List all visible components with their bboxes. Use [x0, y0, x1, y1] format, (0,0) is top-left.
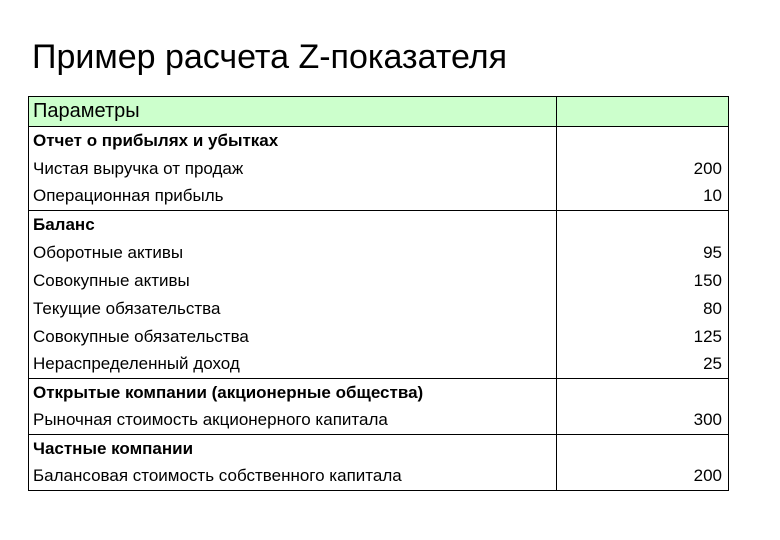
- table-row: [29, 379, 729, 407]
- row-value: 300: [557, 407, 729, 435]
- table-row: [29, 463, 729, 491]
- header-label-cell: Параметры: [29, 97, 557, 127]
- row-value: 150: [557, 267, 729, 295]
- row-value: [557, 435, 729, 463]
- row-label: Оборотные активы: [29, 239, 557, 267]
- section-label: Отчет о прибылях и убытках: [29, 127, 557, 155]
- row-label: Текущие обязательства: [29, 295, 557, 323]
- section-label: Частные компании: [29, 435, 557, 463]
- table-row: [29, 267, 729, 295]
- row-value: [557, 127, 729, 155]
- row-value: 125: [557, 323, 729, 351]
- table-row: [29, 323, 729, 351]
- table-row: [29, 239, 729, 267]
- table-row: [29, 211, 729, 239]
- table-row: [29, 351, 729, 379]
- row-value: 25: [557, 351, 729, 379]
- row-value: 80: [557, 295, 729, 323]
- table-row: [29, 435, 729, 463]
- z-score-table: [28, 96, 729, 491]
- row-label: Рыночная стоимость акционерного капитала: [29, 407, 557, 435]
- row-label: Совокупные активы: [29, 267, 557, 295]
- row-label: Операционная прибыль: [29, 183, 557, 211]
- header-value-cell: [557, 97, 729, 127]
- section-label: Открытые компании (акционерные общества): [29, 379, 557, 407]
- table-row: [29, 127, 729, 155]
- table-header-row: [29, 97, 729, 127]
- row-value: 10: [557, 183, 729, 211]
- row-value: [557, 379, 729, 407]
- row-label: Балансовая стоимость собственного капитала: [29, 463, 557, 491]
- table-row: [29, 183, 729, 211]
- row-value: 200: [557, 155, 729, 183]
- row-label: Нераспределенный доход: [29, 351, 557, 379]
- row-label: Совокупные обязательства: [29, 323, 557, 351]
- row-value: 95: [557, 239, 729, 267]
- section-label: Баланс: [29, 211, 557, 239]
- row-label: Чистая выручка от продаж: [29, 155, 557, 183]
- table-row: [29, 155, 729, 183]
- row-value: [557, 211, 729, 239]
- page-title: Пример расчета Z-показателя: [32, 38, 507, 76]
- table-row: [29, 295, 729, 323]
- table-row: [29, 407, 729, 435]
- row-value: 200: [557, 463, 729, 491]
